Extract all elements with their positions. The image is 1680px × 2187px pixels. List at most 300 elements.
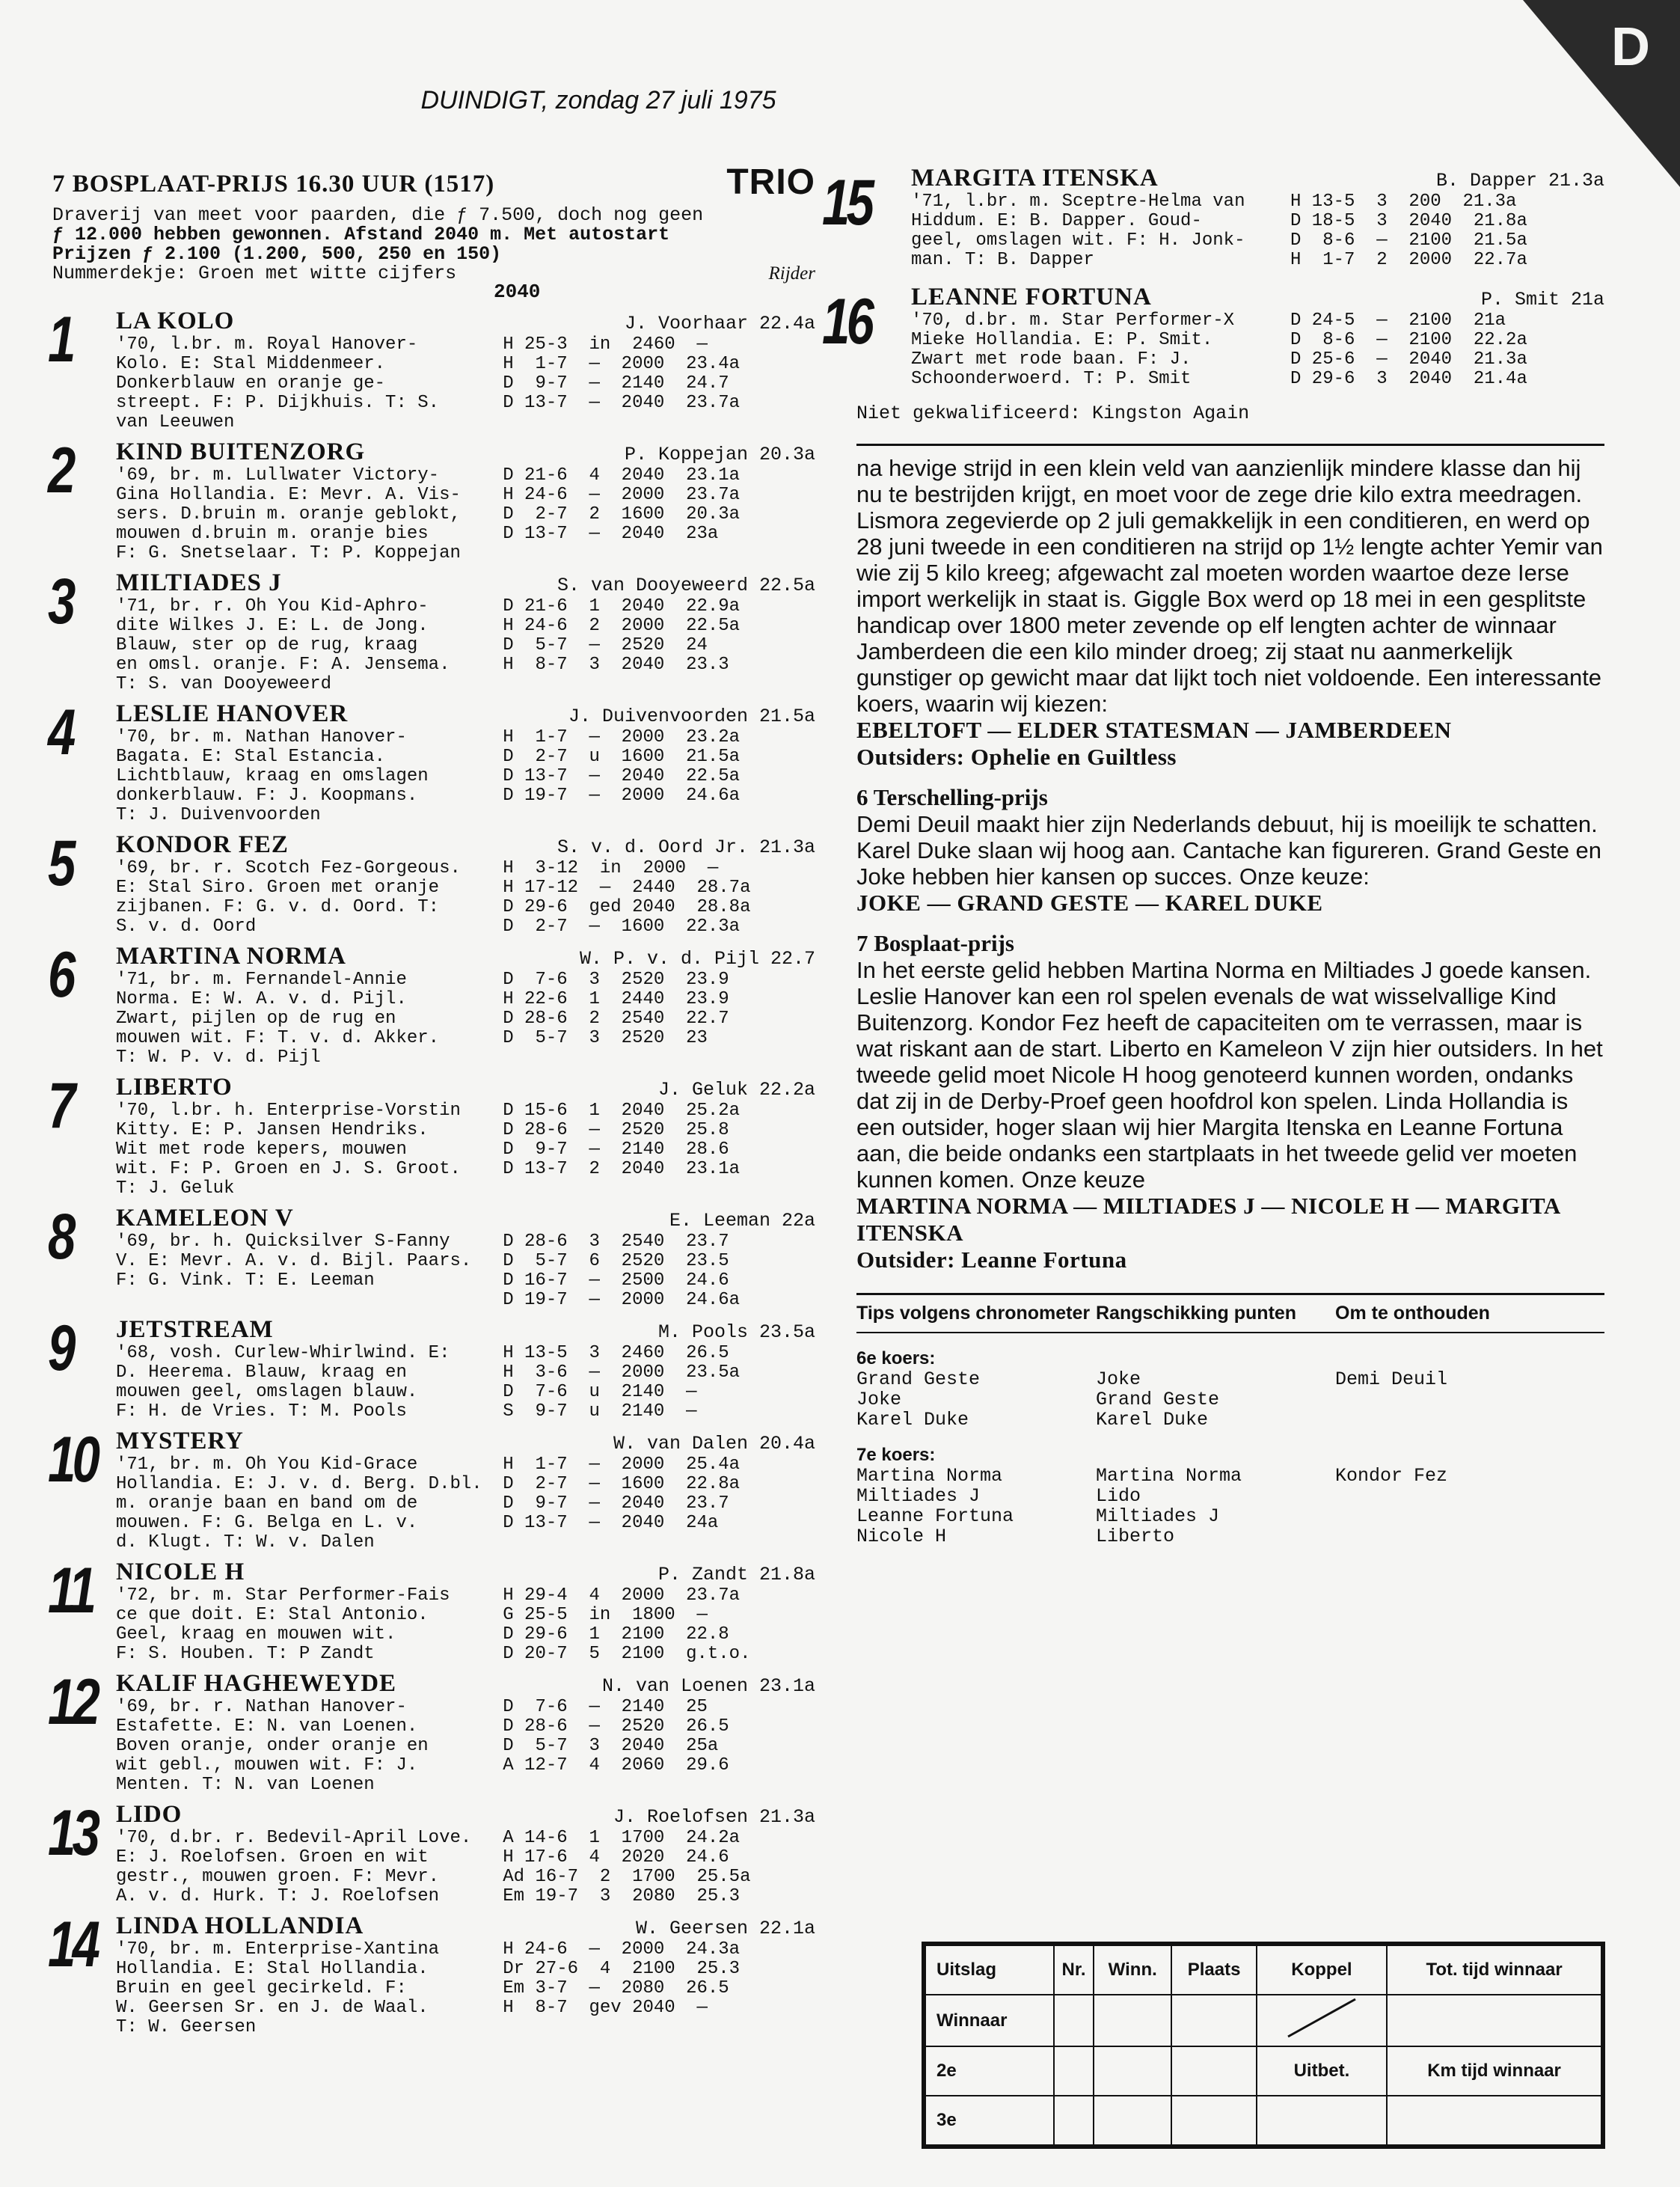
horse-body [116,728,815,806]
horse-number: 14 [48,1909,97,1980]
result-line: D 29-6 1 2100 22.8 [503,1624,729,1645]
desc-line: F: S. Houben. T: P Zandt [116,1644,375,1664]
horse-rider: J. Voorhaar 22.4a [624,313,815,334]
result-line: H 13-5 3 2460 26.5 [503,1343,729,1363]
result-line: D 15-6 1 2040 25.2a [503,1101,741,1121]
form-cell [1171,2046,1256,2096]
commentary-paragraph-7: In het eerste gelid hebben Martina Norma en Miltiades J goede kansen. Leslie Hanover kan een rol spelen evenals de wat wisselvallige Kind Buitenzorg. Kondor Fez heeft de capaciteiten om te verrassen, maar is wat riskant aan de start. Liberto en Kameleon V zijn hier outsiders. In het tweede gelid moet Nicole H hoog genoteerd kunnen worden, ondanks dat zij in de Derby-Proef geen hoofdrol kon spelen. Linda Hollandia is een outsider, hoger slaan wij hier Margita Itenska en Leanne Fortuna aan, die beide ondanks een startplaats in het tweede gelid ver moeten kunnen komen. Onze keuze [856,957,1603,1193]
desc-line: van Leeuwen [116,412,235,432]
divider [856,1293,1604,1295]
form-label-uitslag: Uitslag [925,1945,1054,1995]
desc-line: Menten. T: N. van Loenen [116,1775,375,1795]
race-desc-line: Nummerdekje: Groen met witte cijfers [52,263,457,284]
horse-number: 5 [48,828,73,899]
result-line: D 5-7 3 2520 23 [503,1028,708,1048]
commentary-paragraph: na hevige strijd in een klein veld van aanzienlijk mindere klasse dan hij nu te bestrijden krijgt, en moet voor de zege drie kilo extra meedragen. Lismora zegevierde op 2 juli gemakkelijk in een conditieren, en werd op 28 juni tweede in een conditieren na strijd op 1½ lengte achter Yemir van wie zij 5 kilo kreeg; afgewacht zal moeten worden waartoe deze Ierse import werkelijk in staat is. Giggle Box werd op 18 mei in een gesplitste handicap over 1800 meter zevende op elf lengten achter de winnaar Jamberdeen die een kilo minder droeg; zij staat nu aanmerkelijk gunstiger op gewicht maar dat lijkt toch niet voldoende. Een interessante koers, waarin wij kiezen: [856,455,1603,717]
horse-rider: S. van Dooyeweerd 22.5a [557,575,815,596]
form-cell [1171,1995,1256,2046]
desc-line: Gina Hollandia. E: Mevr. A. Vis- [116,485,461,505]
commentary-paragraph-6: Demi Deuil maakt hier zijn Nederlands debuut, hij is moeilijk te schatten. Karel Duke slaan wij hoog aan. Cantache kan figureren. Grand Geste en Joke hebben hier kansen op succes. Onze keuze: [856,811,1602,890]
horse-body [116,1940,815,2018]
horse-results [503,1586,815,1664]
horse-rider: J. Roelofsen 21.3a [613,1806,815,1828]
section-heading-7: 7 Bosplaat-prijs [856,930,1014,956]
horse-body [116,970,815,1048]
tips-koers-6 [856,1369,1604,1430]
desc-line: dite Wilkes J. E: L. de Jong. [116,616,429,636]
horse-rider: M. Pools 23.5a [657,1321,815,1343]
result-line: D 8-6 — 2100 21.5a [1290,230,1527,251]
horse-number: 11 [48,1555,93,1627]
result-line: D 25-6 — 2040 21.3a [1290,349,1527,370]
result-line: D 19-7 — 2000 24.6a [503,786,741,806]
result-line: H 3-12 in 2000 — [503,858,719,878]
desc-line: '69, br. r. Nathan Hanover- [116,1697,407,1717]
horse-entry [822,284,1604,389]
desc-line: '70, br. m. Enterprise-Xantina [116,1939,440,1960]
tip-entry: Miltiades J [856,1485,981,1507]
result-line: D 9-7 — 2140 24.7 [503,373,729,394]
horse-body [116,1698,815,1775]
form-label-km-tijd: Km tijd winnaar [1387,2046,1601,2096]
result-line: A 14-6 1 1700 24.2a [503,1828,741,1848]
horse-entry [48,566,815,694]
result-line: D 13-7 2 2040 23.1a [503,1159,741,1179]
horse-description [116,1940,503,2018]
horse-entry [48,1797,815,1906]
pick-line-6: JOKE — GRAND GESTE — KAREL DUKE [856,890,1323,916]
tip-entry: Joke [856,1389,902,1410]
slash-line [1281,1995,1363,2040]
result-line: S 9-7 u 2140 — [503,1401,697,1422]
result-line: D 20-7 5 2100 g.t.o. [503,1644,751,1664]
desc-line: '70, l.br. h. Enterprise-Vorstin [116,1101,461,1121]
desc-line: Boven oranje, onder oranje en [116,1736,429,1756]
horse-header [116,1670,815,1698]
form-cell [1094,2046,1172,2096]
desc-line: '71, l.br. m. Sceptre-Helma van [911,192,1245,212]
horse-description [116,970,503,1048]
horse-header [116,1205,815,1232]
tip-entry: Karel Duke [1096,1409,1209,1431]
horse-name: LIDO [116,1801,183,1828]
desc-line: '71, br. m. Fernandel-Annie [116,970,407,990]
horse-results [503,1455,815,1533]
horse-header [116,1074,815,1101]
result-line: D 24-5 — 2100 21a [1290,311,1506,331]
horse-results [503,1101,815,1179]
horse-name: MARTINA NORMA [116,943,346,970]
form-label-tot-tijd: Tot. tijd winnaar [1387,1945,1601,1995]
horse-results [503,970,815,1048]
desc-line: '70, d.br. r. Bedevil-April Love. [116,1828,472,1848]
race-desc-row [52,264,815,284]
pick-line: EBELTOFT — ELDER STATESMAN — JAMBERDEEN [856,717,1452,743]
desc-line: W. Geersen Sr. en J. de Waal. [116,1998,429,2018]
horse-description [116,335,503,413]
desc-line: '70, br. m. Nathan Hanover- [116,727,407,747]
tip-entry: Miltiades J [1096,1505,1220,1527]
horse-header [116,1316,815,1344]
horse-entry [48,1555,815,1664]
race-title: 7 BOSPLAAT-PRIJS 16.30 UUR (1517) [52,171,495,198]
page-header: DUINDIGT, zondag 27 juli 1975 [420,86,776,114]
result-line: D 7-6 — 2140 25 [503,1697,708,1717]
horse-description [116,1698,503,1775]
form-label-uitbet: Uitbet. [1257,2046,1387,2096]
form-cell [1094,1995,1172,2046]
desc-line: mouwen wit. F: T. v. d. Akker. [116,1028,440,1048]
result-line: H 8-7 3 2040 23.3 [503,655,729,675]
result-line: D 5-7 — 2520 24 [503,635,708,655]
horse-number: 6 [48,939,73,1011]
form-cell [1054,2096,1094,2145]
horse-number: 7 [48,1070,73,1142]
result-line: Em 3-7 — 2080 26.5 [503,1978,729,1998]
horse-name: KALIF HAGHEWEYDE [116,1670,397,1697]
result-line: H 22-6 1 2440 23.9 [503,989,729,1009]
horse-results [503,597,815,675]
desc-line: streept. F: P. Dijkhuis. T: S. [116,393,440,413]
form-cell-slash [1257,1995,1387,2046]
horse-description [116,1344,503,1422]
result-line: D 9-7 — 2040 23.7 [503,1493,729,1514]
horse-body [116,1455,815,1533]
horse-entry [48,939,815,1068]
tips-header: Om te onthouden [1335,1303,1490,1324]
desc-line: gestr., mouwen groen. F: Mevr. [116,1867,440,1887]
horse-results [503,728,815,806]
horse-body [911,311,1604,389]
race-distance: 2040 [494,281,541,303]
result-line: H 8-7 gev 2040 — [503,1998,708,2018]
desc-line: Wit met rode kepers, mouwen [116,1140,407,1160]
horse-entry [48,697,815,825]
form-cell [1387,2096,1601,2145]
desc-line: '68, vosh. Curlew-Whirlwind. E: [116,1343,450,1363]
horse-body [116,859,815,937]
horse-name: LEANNE FORTUNA [911,284,1152,311]
result-line: D 8-6 — 2100 22.2a [1290,330,1527,350]
right-horse-list [822,165,1604,389]
divider [856,444,1604,446]
form-cell [1094,2096,1172,2145]
result-line: D 19-7 — 2000 24.6a [503,1290,741,1310]
desc-line: Zwart met rode baan. F: J. [911,349,1192,370]
race-desc-line: ƒ 12.000 hebben gewonnen. Afstand 2040 m. Met autostart [52,224,670,245]
koers-label-7: 7e koers: [856,1445,936,1465]
form-cell [1171,2096,1256,2145]
form-label-plaats: Plaats [1171,1945,1256,1995]
horse-entry [48,1666,815,1795]
tip-entry: Grand Geste [856,1368,981,1390]
horse-entry [48,1070,815,1199]
race-desc-line: Draverij van meet voor paarden, die ƒ 7.500, doch nog geen [52,204,704,226]
tips-col [1335,1466,1575,1547]
horse-entry [822,165,1604,270]
race-desc-line: Prijzen ƒ 2.100 (1.200, 500, 250 en 150) [52,243,502,265]
tip-entry: Karel Duke [856,1409,969,1431]
result-line: H 29-4 4 2000 23.7a [503,1585,741,1606]
horse-header [116,1801,815,1829]
race-card [48,162,815,2037]
desc-line: Mieke Hollandia. E: P. Smit. [911,330,1213,350]
horse-header [116,308,815,335]
horse-name: JETSTREAM [116,1316,274,1343]
desc-line: '70, l.br. m. Royal Hanover- [116,334,418,355]
result-line: H 24-6 2 2000 22.5a [503,616,741,636]
horse-description [116,1455,503,1533]
outsider-line-7: Outsider: Leanne Fortuna [856,1247,1127,1273]
horse-number: 9 [48,1312,73,1384]
result-form [922,1942,1605,2149]
horse-description [116,1829,503,1906]
horse-rider: P. Koppejan 20.3a [624,444,815,465]
horse-name: NICOLE H [116,1559,245,1585]
desc-line: geel, omslagen wit. F: H. Jonk- [911,230,1245,251]
desc-line: E: J. Roelofsen. Groen en wit [116,1847,429,1868]
horse-description [911,192,1285,270]
desc-line: D. Heerema. Blauw, kraag en [116,1362,407,1383]
desc-line: T: J. Duivenvoorden [116,805,321,825]
result-line: H 17-12 — 2440 28.7a [503,878,751,898]
result-line: D 9-7 — 2140 28.6 [503,1140,729,1160]
desc-line: Zwart, pijlen op de rug en [116,1009,396,1029]
horse-results [503,1344,815,1422]
horse-name: LESLIE HANOVER [116,700,349,727]
result-line: D 5-7 6 2520 23.5 [503,1251,729,1271]
desc-line: Norma. E: W. A. v. d. Pijl. [116,989,407,1009]
result-line: D 7-6 u 2140 — [503,1382,697,1402]
result-line: D 18-5 3 2040 21.8a [1290,211,1527,231]
horse-results [503,859,815,937]
desc-line: Lichtblauw, kraag en omslagen [116,766,429,786]
result-line: D 29-6 ged 2040 28.8a [503,897,751,917]
horse-results [1290,192,1604,270]
desc-line: F: H. de Vries. T: M. Pools [116,1401,407,1422]
desc-line: zijbanen. F: G. v. d. Oord. T: [116,897,440,917]
tips-koers-7 [856,1466,1604,1547]
result-line: H 3-6 — 2000 23.5a [503,1362,741,1383]
horse-rider: P. Smit 21a [1480,289,1604,311]
desc-line: Estafette. E: N. van Loenen. [116,1716,418,1737]
tip-entry: Grand Geste [1096,1389,1220,1410]
desc-line: mouwen. F: G. Belga en L. v. [116,1513,418,1533]
desc-line: Hiddum. E: B. Dapper. Goud- [911,211,1202,231]
horse-header [116,1559,815,1586]
horse-body [116,1101,815,1179]
desc-line: T: W. Geersen [116,2017,257,2037]
horse-description [116,597,503,675]
not-qualified: Niet gekwalificeerd: Kingston Again [856,403,1250,424]
horse-rider: N. van Loenen 23.1a [601,1675,815,1697]
tips-header: Rangschikking punten [1096,1303,1297,1324]
result-line: D 29-6 3 2040 21.4a [1290,369,1527,389]
horse-header [116,1428,815,1455]
horse-number: 12 [48,1666,97,1738]
horse-entry [48,435,815,563]
result-line: D 2-7 u 1600 21.5a [503,747,741,767]
horse-rider: J. Geluk 22.2a [657,1079,815,1101]
horse-rider: P. Zandt 21.8a [657,1564,815,1585]
horse-results [503,1829,815,1906]
horse-name: KAMELEON V [116,1205,294,1232]
form-label-2e: 2e [925,2046,1054,2096]
desc-line: '69, br. h. Quicksilver S-Fanny [116,1232,450,1252]
result-line: H 24-6 — 2000 24.3a [503,1939,741,1960]
desc-line: en omsl. oranje. F: A. Jensema. [116,655,450,675]
horse-description [116,1232,503,1310]
result-line: D 13-7 — 2040 23a [503,524,719,544]
result-line: D 28-6 — 2520 26.5 [503,1716,729,1737]
section-heading-6: 6 Terschelling-prijs [856,784,1048,810]
tips-col [1335,1369,1575,1430]
horse-body [116,1586,815,1664]
horse-body [116,466,815,544]
desc-line: T: W. P. v. d. Pijl [116,1047,321,1068]
horse-rider: W. Geersen 22.1a [635,1918,815,1939]
result-line: D 2-7 2 1600 20.3a [503,504,741,524]
desc-line: mouwen d.bruin m. oranje bies [116,524,429,544]
tips-col [1096,1369,1335,1430]
desc-line: Hollandia. E: J. v. d. Berg. D.bl. [116,1474,482,1494]
horse-body [911,192,1604,270]
tip-entry: Joke [1096,1368,1141,1390]
desc-line: Blauw, ster op de rug, kraag [116,635,418,655]
horse-header [911,284,1604,311]
desc-line: d. Klugt. T: W. v. Dalen [116,1532,375,1553]
horse-number: 3 [48,566,73,637]
result-line: H 1-7 — 2000 23.2a [503,727,741,747]
horse-results [503,1232,815,1310]
result-line: H 1-7 — 2000 23.4a [503,354,741,374]
result-line: D 28-6 3 2540 23.7 [503,1232,729,1252]
tip-entry: Martina Norma [1096,1465,1242,1487]
result-line: D 2-7 — 1600 22.8a [503,1474,741,1494]
tips-col [856,1466,1096,1547]
desc-line: '70, d.br. m. Star Performer-X [911,311,1235,331]
desc-line: '71, br. m. Oh You Kid-Grace [116,1455,418,1475]
result-line: D 13-7 — 2040 23.7a [503,393,741,413]
tips-header: Tips volgens chronometer [856,1303,1091,1324]
horse-rider: B. Dapper 21.3a [1435,170,1604,192]
form-label-3e: 3e [925,2096,1054,2145]
section-letter: D [1611,17,1650,77]
result-line: H 13-5 3 200 21.3a [1290,192,1517,212]
result-line: G 25-5 in 1800 — [503,1605,708,1625]
horse-name: KIND BUITENZORG [116,438,366,465]
horse-body [116,1344,815,1422]
desc-line: T: J. Geluk [116,1178,235,1199]
horse-body [116,597,815,675]
desc-line: Geel, kraag en mouwen wit. [116,1624,396,1645]
tip-entry: Lido [1096,1485,1141,1507]
horse-name: LINDA HOLLANDIA [116,1912,364,1939]
horse-rider: E. Leeman 22a [669,1210,815,1232]
desc-line: A. v. d. Hurk. T: J. Roelofsen [116,1886,440,1906]
tips-col [856,1369,1096,1430]
desc-line: Kolo. E: Stal Middenmeer. [116,354,386,374]
result-line: A 12-7 4 2060 29.6 [503,1755,729,1775]
horse-list [48,304,815,2037]
horse-number: 15 [822,167,871,239]
pick-line-7: MARTINA NORMA — MILTIADES J — NICOLE H — MARGITA ITENSKA [856,1193,1560,1246]
horse-name: MILTIADES J [116,569,282,596]
horse-results [503,466,815,544]
desc-line: '72, br. m. Star Performer-Fais [116,1585,450,1606]
horse-number: 1 [48,304,73,376]
desc-line: Bruin en geel gecirkeld. F: [116,1978,407,1998]
horse-header [116,569,815,597]
form-cell [1387,1995,1601,2046]
horse-header [116,943,815,970]
form-cell [1257,2096,1387,2145]
tips-divider [856,1332,1604,1333]
result-line: H 25-3 in 2460 — [503,334,708,355]
horse-entry [48,1201,815,1310]
desc-line: sers. D.bruin m. oranje geblokt, [116,504,461,524]
desc-line: V. E: Mevr. A. v. d. Bijl. Paars. [116,1251,472,1271]
form-label-nr: Nr. [1054,1945,1094,1995]
desc-line: Schoonderwoerd. T: P. Smit [911,369,1192,389]
tip-entry: Kondor Fez [1335,1465,1448,1487]
horse-description [911,311,1285,389]
result-line: D 13-7 — 2040 22.5a [503,766,741,786]
horse-number: 4 [48,697,73,768]
desc-line: wit. F: P. Groen en J. S. Groot. [116,1159,461,1179]
horse-results [503,1698,815,1775]
result-line: H 24-6 — 2000 23.7a [503,485,741,505]
outsiders-line: Outsiders: Ophelie en Guiltless [856,744,1177,770]
horse-name: MYSTERY [116,1428,244,1455]
rider-column-label: Rijder [768,263,815,284]
horse-entry [48,304,815,432]
tip-entry: Demi Deuil [1335,1368,1448,1390]
horse-name: LA KOLO [116,308,235,334]
result-line: D 2-7 — 1600 22.3a [503,917,741,937]
trio-label: TRIO [726,162,815,202]
horse-header [116,831,815,859]
desc-line: man. T: B. Dapper [911,250,1094,270]
tips-col [1096,1466,1335,1547]
form-label-winnaar: Winnaar [925,1995,1054,2046]
horse-number: 2 [48,435,73,507]
horse-header [116,438,815,466]
desc-line: Hollandia. E: Stal Hollandia. [116,1959,429,1979]
tip-entry: Leanne Fortuna [856,1505,1014,1527]
horse-description [116,1101,503,1179]
horse-entry [48,1909,815,2037]
horse-entry [48,1424,815,1553]
horse-description [116,859,503,937]
race-title-row [52,162,815,203]
horse-rider: W. P. v. d. Pijl 22.7 [579,948,815,970]
desc-line: ce que doit. E: Stal Antonio. [116,1605,429,1625]
form-label-winn: Winn. [1094,1945,1172,1995]
horse-results [1290,311,1604,389]
desc-line: '69, br. m. Lullwater Victory- [116,465,440,486]
result-line: H 1-7 — 2000 25.4a [503,1455,741,1475]
right-column [822,165,1604,1547]
horse-number: 13 [48,1797,97,1869]
horse-description [116,466,503,544]
result-line: D 13-7 — 2040 24a [503,1513,719,1533]
horse-number: 8 [48,1201,73,1273]
horse-entry [48,828,815,937]
horse-description [116,728,503,806]
desc-line: Donkerblauw en oranje ge- [116,373,386,394]
horse-header [911,165,1604,192]
